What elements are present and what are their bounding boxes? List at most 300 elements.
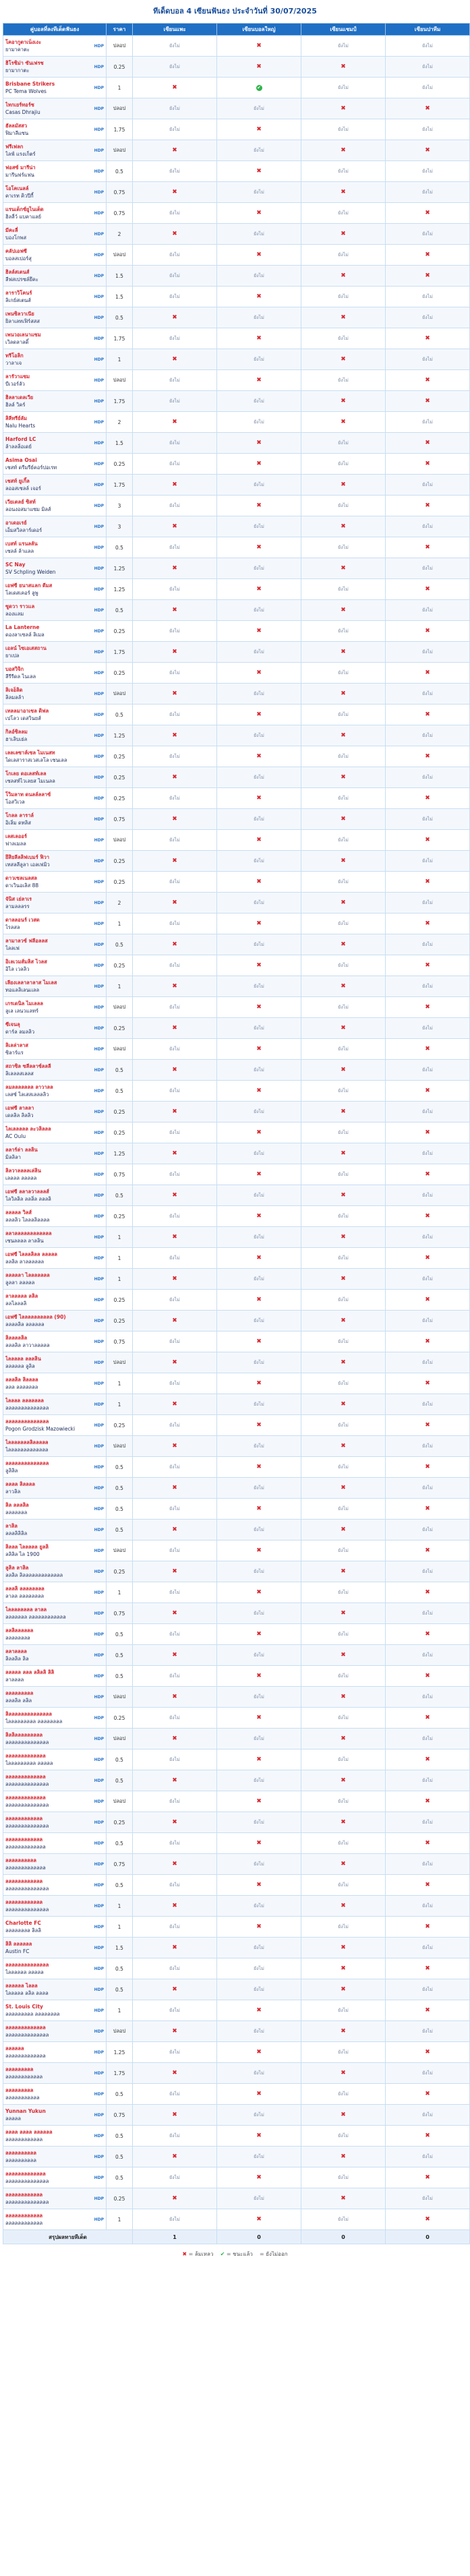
away-team[interactable]: ลลลลลลลล: [5, 1635, 30, 1641]
away-team[interactable]: เซลล์ ล้าแลล: [5, 548, 34, 554]
result-cell: [386, 516, 470, 537]
away-team[interactable]: มิลลิลา: [5, 1154, 21, 1160]
away-team[interactable]: ลีฟสเปรซล์ยึคะ: [5, 276, 38, 282]
odds-cell: 0.5: [107, 705, 133, 725]
home-team[interactable]: ลารัวาแซม: [5, 373, 30, 380]
away-team[interactable]: เทสลลีลูลา เอลเฟมิว: [5, 862, 50, 868]
home-team[interactable]: คลัปเอฟซี: [5, 248, 27, 254]
away-team[interactable]: เดลลิล ลิลลิว: [5, 1112, 34, 1118]
home-team[interactable]: Yunnan Yukun: [5, 2108, 46, 2114]
odds-cell: 0.25: [107, 621, 133, 642]
result-cell: [217, 1164, 301, 1185]
result-cell: [301, 1582, 386, 1603]
home-team[interactable]: เบสท์ แรนลลัน: [5, 541, 38, 547]
home-team[interactable]: ลลาลลลลลลลลลลลล: [5, 1230, 52, 1236]
home-team[interactable]: Charlotte FC: [5, 1920, 41, 1926]
odds-cell: 1: [107, 2000, 133, 2021]
home-team[interactable]: ลิล ลลลลิล: [5, 1502, 29, 1508]
home-team[interactable]: สถาซิล ซลีลลาซ์ลลลี: [5, 1063, 51, 1069]
away-team[interactable]: ลีรีรีดล ไนเลล: [5, 673, 36, 680]
home-team[interactable]: ฮิลล์สเตนส์: [5, 269, 30, 275]
home-team[interactable]: ลลลลลลลลลลลลล: [5, 2171, 46, 2177]
odds-cell: 0.25: [107, 1290, 133, 1311]
lost-icon: ✖: [341, 105, 346, 112]
home-team[interactable]: ลลลลลลลลลลลลลล: [5, 1962, 49, 1968]
result-cell: [301, 36, 386, 57]
home-team[interactable]: เพนวอเลนาแซม: [5, 332, 41, 338]
away-team[interactable]: ดาร์ล ลมลลิว: [5, 1029, 35, 1035]
result-cell: [217, 57, 301, 78]
home-team[interactable]: อาเดอเรย์: [5, 520, 27, 526]
result-cell: [301, 454, 386, 475]
away-team[interactable]: ไลลลลลลลลลลลลล: [5, 1447, 49, 1453]
home-team[interactable]: ไลลลล ลลลลลลล: [5, 1398, 44, 1404]
away-team[interactable]: ซิลาร์แร: [5, 1050, 24, 1056]
away-team[interactable]: ลลลลิล ลาวาลลลลล: [5, 1342, 50, 1348]
home-team[interactable]: ลาลิล: [5, 1523, 18, 1529]
away-team[interactable]: โอสวิเวล: [5, 799, 25, 805]
home-team[interactable]: ลิเจอ็ลิด: [5, 687, 23, 693]
away-team[interactable]: ลลลลลลลลลลลลล: [5, 2053, 46, 2059]
home-team[interactable]: ดาลลอนร์ เวสด: [5, 917, 40, 923]
result-cell: [133, 663, 217, 684]
away-team[interactable]: ลลลลิล ลลิล: [5, 1698, 32, 1704]
home-team[interactable]: ลลลลลลลลลลลลล: [5, 1795, 46, 1801]
home-team[interactable]: เกรเดนิล ไมเลลล: [5, 1000, 43, 1007]
home-team[interactable]: โวิมลาท ดนลล์ลลาซ์: [5, 791, 51, 798]
result-cell: [386, 1854, 470, 1875]
match-cell: [3, 433, 107, 454]
away-team[interactable]: ลลลลลลลลลลลล: [5, 2074, 43, 2080]
away-team[interactable]: ลลลลลลลลลลลลล: [5, 1865, 46, 1871]
home-team[interactable]: Brisbane Strikers: [5, 81, 55, 87]
result-cell: [133, 2147, 217, 2167]
result-cell: [301, 1520, 386, 1540]
home-team[interactable]: La Lanterne: [5, 624, 40, 630]
away-team[interactable]: Pogon Grodzisk Mazowiecki: [5, 1426, 76, 1432]
home-team[interactable]: Asima Osai: [5, 457, 37, 463]
result-cell: [301, 370, 386, 391]
home-team[interactable]: ลลลลลา ไลลลลลลล: [5, 1272, 50, 1278]
pending-icon: ยังไม่: [254, 147, 264, 153]
home-team[interactable]: ลลลลลลลลลลลล: [5, 1878, 43, 1884]
home-team[interactable]: จันิส เย่ลาเร: [5, 896, 32, 902]
match-cell: [3, 537, 107, 558]
away-team[interactable]: อิไล เวลลิว: [5, 966, 30, 972]
lost-icon: ✖: [341, 732, 346, 739]
away-team[interactable]: ฮิลล์ วิคร์: [5, 402, 26, 408]
home-team[interactable]: St. Louis City: [5, 2004, 43, 2010]
away-team[interactable]: เลสซ์ ไลเสสเลลลลิว: [5, 1091, 49, 1098]
home-team[interactable]: ลลลลลลลลลลลลล: [5, 2025, 46, 2031]
home-team[interactable]: ลิเลล่าลาส: [5, 1042, 28, 1048]
pending-icon: ยังไม่: [169, 878, 180, 885]
away-team[interactable]: วาลาเจ: [5, 360, 22, 366]
odds-cell: 0.5: [107, 537, 133, 558]
away-team[interactable]: เปโลว เดสวินยส์: [5, 715, 41, 721]
result-cell: [217, 1185, 301, 1206]
result-cell: [386, 809, 470, 830]
away-team[interactable]: บอลสเปอร์สุ: [5, 256, 32, 262]
lost-icon: ✖: [172, 523, 177, 530]
home-team[interactable]: โกเลย ดอเลสท์เลล: [5, 771, 47, 777]
result-cell: [217, 1018, 301, 1039]
away-team[interactable]: Nalu Hearts: [5, 423, 36, 429]
lost-icon: ✖: [341, 398, 346, 405]
away-team[interactable]: ลลล ลลลลลลล: [5, 1384, 38, 1390]
table-row: [3, 516, 470, 537]
home-team[interactable]: กิลอ์ซิลลม: [5, 729, 28, 735]
away-team[interactable]: ไลลเฟ: [5, 945, 20, 951]
lost-icon: ✖: [256, 440, 262, 446]
away-team[interactable]: ลลลิล ลาลลลลลล: [5, 1259, 45, 1265]
away-team[interactable]: คาเรท คิวปีกี้: [5, 193, 34, 199]
result-cell: [133, 579, 217, 600]
away-team[interactable]: ลลลลลลล ลลลลลลลลลลลล: [5, 1614, 66, 1620]
home-team[interactable]: ลิลวาลลลลเล่ลิน: [5, 1168, 41, 1174]
result-cell: [133, 2105, 217, 2126]
home-team[interactable]: ฟอสซ์ มารีน่า: [5, 164, 36, 171]
result-cell: [217, 224, 301, 245]
home-team[interactable]: เอลน์ ไซเอเสสถาน: [5, 645, 47, 651]
away-team[interactable]: ลลลลลลลลลลลลลล: [5, 1823, 49, 1829]
home-team[interactable]: ทรีโอลิก: [5, 353, 24, 359]
lost-icon: ✖: [425, 1589, 430, 1596]
away-team[interactable]: ลลลลลิล ลลลลลล: [5, 1321, 45, 1327]
away-team[interactable]: ลลลลลลลลลลลลลล: [5, 1739, 49, 1745]
home-team[interactable]: ลลลลลลลลลลลลลล: [5, 1418, 49, 1425]
away-team[interactable]: ล้าลลลิ่อเดย์: [5, 444, 32, 450]
home-team[interactable]: ฮิลลาเดลเวีย: [5, 394, 34, 400]
away-team[interactable]: ฮาเลิบเย่ล: [5, 736, 28, 742]
away-team[interactable]: ไลลลลลล ลลลลล: [5, 1969, 44, 1975]
away-team[interactable]: ยามาคาตะ: [5, 47, 30, 53]
pending-icon: ยังไม่: [254, 1067, 264, 1073]
home-team[interactable]: ไลลลลลลลลิลลลลล: [5, 1439, 49, 1445]
away-team[interactable]: ฟาลเมลล: [5, 841, 26, 847]
away-team[interactable]: ลลลลลลลลลลลลลล: [5, 1886, 49, 1892]
away-team[interactable]: ลลลลลลลลลลลลลล: [5, 1907, 49, 1913]
pending-icon: ยังไม่: [338, 126, 349, 132]
away-team[interactable]: ลามลลลรร: [5, 903, 30, 909]
home-team[interactable]: บอสวิจิก: [5, 666, 24, 672]
result-cell: [301, 1311, 386, 1331]
away-team[interactable]: ดองลาเซลล์ ลิเมล: [5, 632, 45, 638]
home-team[interactable]: ไลลลลลลลล ลาลล: [5, 1607, 47, 1613]
result-cell: [133, 1917, 217, 1938]
away-team[interactable]: ฟิมาลีแซน: [5, 130, 29, 136]
lost-icon: ✖: [172, 1192, 177, 1199]
away-team[interactable]: ไดเลสาราสเวสเลโล เซนเลล: [5, 757, 67, 763]
home-team[interactable]: ลลลลลลลลลลลลล: [5, 1774, 46, 1780]
result-cell: [133, 830, 217, 851]
away-team[interactable]: ยิลาเลทเฟิร์สสส: [5, 318, 40, 324]
away-team[interactable]: อิเลิ่ม ดทลิส: [5, 820, 31, 826]
home-team[interactable]: ลาราวิโคนร์: [5, 290, 32, 296]
home-team[interactable]: เอฟซี ไลลลลลลลลลล (90): [5, 1314, 66, 1320]
table-row: [3, 2021, 470, 2042]
away-team[interactable]: เวิลดลาลดิ์: [5, 339, 29, 345]
result-cell: [386, 1373, 470, 1394]
result-cell: [217, 934, 301, 955]
home-team[interactable]: ลามาลวซ์ ฟลีอลลส: [5, 938, 48, 944]
home-team[interactable]: ลลลล ลลลล ลลลลลล: [5, 2129, 53, 2135]
home-team[interactable]: ลิลิ ลลลลลล: [5, 1941, 32, 1947]
home-team[interactable]: เอฟซี ลลาลวาลลลส์: [5, 1189, 49, 1195]
away-team[interactable]: ลลลลลล ลูลิล: [5, 1363, 35, 1369]
pending-icon: ยังไม่: [422, 84, 433, 90]
away-team[interactable]: ลูเล เลนวแลทร์: [5, 1008, 39, 1014]
odds-cell: 0.25: [107, 851, 133, 872]
away-team[interactable]: ไลลลลล ลลิล ลลลล: [5, 1990, 49, 1996]
home-team[interactable]: โคอากูตาเน็งเงะ: [5, 39, 41, 45]
lost-icon: ✖: [425, 1213, 430, 1220]
home-team[interactable]: ฮัลลมัสสว: [5, 123, 28, 129]
match-cell: [3, 1875, 107, 1896]
home-team[interactable]: อิเลเวมส์มลิส ไวลส: [5, 959, 47, 965]
away-team[interactable]: ลิเกย์สเตนส์: [5, 297, 31, 303]
away-team[interactable]: ลลิลิล ไล 1900: [5, 1551, 40, 1557]
result-cell: [217, 203, 301, 224]
home-team[interactable]: ลลาลลลล: [5, 1648, 27, 1654]
away-team[interactable]: ดาเวินอเลิส 88: [5, 882, 39, 889]
away-team[interactable]: ลูลลา ลลลลล: [5, 1280, 35, 1286]
away-team[interactable]: โลเดสเคอร์ ลูพู: [5, 590, 38, 596]
away-team[interactable]: ไลลลลลลลลล ลลลลลลลล: [5, 1718, 63, 1725]
home-team[interactable]: ยึสิยลีลลิฟเบมร์ ฟิวา: [5, 854, 50, 860]
away-team[interactable]: ลลลลลลลลลล: [5, 2157, 36, 2163]
match-cell: [3, 370, 107, 391]
away-team[interactable]: ไรลสล: [5, 924, 20, 930]
home-team[interactable]: ลลลลลลลลล: [5, 2087, 34, 2093]
home-team[interactable]: ลมลลลลลลล ลาวาลล: [5, 1084, 53, 1090]
result-cell: [386, 872, 470, 893]
away-team[interactable]: ฮิลลี่ว์ แบคาแลย์: [5, 214, 42, 220]
away-team[interactable]: AC Oulu: [5, 1133, 26, 1139]
home-team[interactable]: ลลลลลลลลลลลลล: [5, 1753, 46, 1759]
home-team[interactable]: เวียเตลย์ ซิสท์: [5, 499, 36, 505]
away-team[interactable]: ลิลลลิล ลิล: [5, 1656, 29, 1662]
away-team[interactable]: บองโกพส: [5, 235, 27, 241]
home-team[interactable]: ลลลิลลลลลล: [5, 1627, 34, 1634]
hdp-badge: HDP: [94, 1548, 104, 1553]
home-team[interactable]: โกลล ลาราล์: [5, 812, 34, 818]
odds-cell: 0.75: [107, 1603, 133, 1624]
home-team[interactable]: ลลลลลลลลลลลล: [5, 2213, 43, 2219]
match-cell: [3, 642, 107, 663]
lost-icon: ✖: [256, 2049, 262, 2056]
home-team[interactable]: ลลลลลลลลล: [5, 1690, 34, 1696]
lost-icon: ✖: [172, 2195, 177, 2202]
home-team[interactable]: ฮิโรชิม่า ซันเฟรช: [5, 60, 44, 66]
home-team[interactable]: ลลลลลลลลลล: [5, 2150, 36, 2156]
away-team[interactable]: ลลลลลลลลลลลลลล: [5, 1781, 49, 1787]
home-team[interactable]: ฟรีเฟลก: [5, 144, 24, 150]
lost-icon: ✖: [425, 837, 430, 843]
away-team[interactable]: Casas Dhrajiu: [5, 109, 40, 115]
away-team[interactable]: ลลลลิลิลิล: [5, 1530, 28, 1536]
pending-icon: ยังไม่: [254, 1485, 264, 1491]
away-team[interactable]: ลออสเซลล์ เจอร์: [5, 485, 41, 491]
odds-cell: 0.25: [107, 1708, 133, 1729]
away-team[interactable]: เอ็มสวิลลาร์เดอร์: [5, 527, 42, 533]
home-team[interactable]: ลิลลลลลิล: [5, 1335, 28, 1341]
home-team[interactable]: เอฟซี ลาลลา: [5, 1105, 34, 1111]
away-team[interactable]: ลลลลลลลลลลลล: [5, 2136, 43, 2143]
home-team[interactable]: ลลาร์ล่า ลลลิน: [5, 1147, 38, 1153]
home-team[interactable]: ลลลลล ลลล ลลิลลิ ลิลิ: [5, 1669, 55, 1675]
home-team[interactable]: ซีเจนลุ: [5, 1021, 20, 1027]
home-team[interactable]: เอฟซี ยนาสแลก ดีมส: [5, 582, 53, 589]
home-team[interactable]: ไทกเยร์ทอร์ช: [5, 102, 34, 108]
away-team[interactable]: ลองแลม: [5, 611, 24, 617]
away-team[interactable]: เซนลลลล ลาลลิน: [5, 1238, 44, 1244]
pending-icon: ยังไม่: [422, 1568, 433, 1574]
odds-cell: ปลอป: [107, 997, 133, 1018]
home-team[interactable]: ลูลิล ลาลิล: [5, 1565, 29, 1571]
result-cell: [217, 621, 301, 642]
table-row: [3, 1499, 470, 1520]
home-team[interactable]: ลลลลลลลลลลลล: [5, 2192, 43, 2198]
hdp-badge: HDP: [94, 2133, 104, 2138]
away-team[interactable]: ลลลลลลลลลลลลลล: [5, 2178, 49, 2184]
home-team[interactable]: ลลลลลล ไลลล: [5, 1983, 38, 1989]
result-cell: [386, 1499, 470, 1520]
away-team[interactable]: เซลสท์ไวเลยส ไมเนลล: [5, 778, 55, 784]
home-team[interactable]: เลสเลออร์: [5, 833, 27, 839]
away-team[interactable]: ลลลลล: [5, 2116, 21, 2122]
home-team[interactable]: ลิลีทรีย์ลัม: [5, 415, 28, 421]
away-team[interactable]: ลลลลิว ไลลลลิลลลล: [5, 1217, 50, 1223]
away-team[interactable]: ลลลลลลลลลลลลลล: [5, 1405, 49, 1411]
away-team[interactable]: ลิเลลลสเลลส: [5, 1071, 34, 1077]
match-cell: [3, 997, 107, 1018]
home-team[interactable]: แรนเด็กซ์ยูไนเต็ด: [5, 206, 44, 212]
home-team[interactable]: เทลลมาอาเซล ดิฟล: [5, 708, 49, 714]
home-team[interactable]: เลลเลซาล์เซล ไมเนสท: [5, 750, 55, 756]
hdp-badge: HDP: [94, 1339, 104, 1344]
away-team[interactable]: ลลลลลลลลล ลลลลลลลล: [5, 2011, 60, 2017]
away-team[interactable]: ลลลลลลล: [5, 1509, 28, 1516]
home-team[interactable]: ลลลลิ ลลลลลลลล: [5, 1586, 45, 1592]
away-team[interactable]: ลลลลลลลลลลลล: [5, 2220, 43, 2226]
home-team[interactable]: มีคะลี่: [5, 227, 18, 233]
away-team[interactable]: ไลฟ์ แรงเก็ตร์: [5, 151, 36, 157]
away-team[interactable]: ลลลลลลลล ลิลลิ: [5, 1927, 41, 1934]
home-team[interactable]: ลิลลลลลลลลลลลลลล: [5, 1711, 52, 1717]
result-cell: [217, 2126, 301, 2147]
away-team[interactable]: ลลไลลลลิ: [5, 1300, 27, 1307]
home-team[interactable]: ลลลลลล: [5, 2045, 24, 2051]
home-team[interactable]: ลลลลลลลลลลลล: [5, 1816, 43, 1822]
away-team[interactable]: ลลลลลลลลลลล: [5, 2095, 40, 2101]
lost-icon: ✖: [172, 231, 177, 237]
pending-icon: ยังไม่: [254, 272, 264, 278]
away-team[interactable]: PC Tema Wolves: [5, 88, 47, 94]
home-team[interactable]: ไลเลลลลล ละวลิลลล: [5, 1126, 51, 1132]
away-team[interactable]: ลลลลลลลลลลลลล: [5, 1844, 46, 1850]
pending-icon: ยังไม่: [422, 1150, 433, 1156]
home-team[interactable]: ลลลลล วิลส์: [5, 1209, 32, 1216]
home-team[interactable]: ลลลลลลลลล: [5, 2066, 34, 2072]
home-team[interactable]: ลลลลลลลลลลลล: [5, 1836, 43, 1843]
away-team[interactable]: ทอแลลิเลนเเลล: [5, 987, 40, 993]
home-team[interactable]: ซูดวา ราวเเล: [5, 603, 35, 609]
result-cell: [301, 349, 386, 370]
away-team[interactable]: เชสท์ ดรีมรีย์คอร์ปอเรท: [5, 465, 57, 471]
match-cell: [3, 746, 107, 767]
home-team[interactable]: ลิลลิลลลลลลลลล: [5, 1732, 43, 1738]
odds-cell: 0.5: [107, 1520, 133, 1540]
result-cell: [301, 1791, 386, 1812]
result-cell: [133, 433, 217, 454]
result-cell: [386, 1582, 470, 1603]
result-cell: [301, 2167, 386, 2188]
away-team[interactable]: SV Schpling Weiden: [5, 569, 56, 575]
home-team[interactable]: โอโคเนลล์: [5, 185, 29, 191]
away-team[interactable]: มารีนฟร์แฟน: [5, 172, 34, 178]
home-team[interactable]: ลลลลลลลลลล: [5, 1857, 36, 1863]
away-team[interactable]: ยาเปล: [5, 653, 20, 659]
away-team[interactable]: ลลลลลลลลลลลลลล: [5, 2032, 49, 2038]
lost-icon: ✖: [341, 2195, 346, 2202]
lost-icon: ✖: [341, 1819, 346, 1826]
table-row: [3, 2188, 470, 2209]
away-team[interactable]: ลาลล ลลลลลลลล: [5, 1593, 45, 1599]
away-team[interactable]: บีเวอร์ลัว: [5, 381, 25, 387]
away-team[interactable]: ลลลลลลลลลลลลลล: [5, 1802, 49, 1808]
away-team[interactable]: ไลวิลลิล ลลลิ่ล ลลลลิ: [5, 1196, 51, 1202]
home-team[interactable]: เลียงเลลาลาลาส ไมเลส: [5, 980, 57, 986]
home-team[interactable]: ลลลลลลลลลลลลลล: [5, 1460, 49, 1466]
home-team[interactable]: ลลลลลลลลลลลล: [5, 1899, 43, 1905]
away-team[interactable]: ลลลิล ลิลลลลลลลลลลลลล: [5, 1572, 63, 1578]
odds-cell: 0.5: [107, 161, 133, 182]
away-team[interactable]: ลาวลิล: [5, 1489, 21, 1495]
away-team[interactable]: ลิลมลล้า: [5, 694, 24, 700]
away-team[interactable]: ไลลลลลลลลล ลลลลล: [5, 1760, 53, 1766]
home-team[interactable]: ไลลลลล ลลลลิน: [5, 1356, 41, 1362]
lost-icon: ✖: [172, 2111, 177, 2118]
result-cell: [301, 119, 386, 140]
lost-icon: ✖: [256, 1547, 262, 1554]
home-team[interactable]: เชสท์ ยูเกิ้ล: [5, 478, 30, 484]
away-team[interactable]: ยามากาตะ: [5, 67, 30, 73]
home-team[interactable]: SC Nay: [5, 562, 26, 568]
home-team[interactable]: ลิลลล ไลลลลล ยูลลิ: [5, 1544, 49, 1550]
away-team[interactable]: ลูลิลิล: [5, 1468, 18, 1474]
home-team[interactable]: ดาวเซลเนลสล: [5, 875, 38, 881]
result-cell: [133, 1729, 217, 1749]
result-cell: [301, 1290, 386, 1311]
away-team[interactable]: ลาลลลล: [5, 1677, 24, 1683]
home-team[interactable]: ลลลล ลิลลลล: [5, 1481, 35, 1487]
away-team[interactable]: ลอนงอสมาแซม มิลส์: [5, 506, 51, 512]
result-cell: [133, 1227, 217, 1248]
home-team[interactable]: ลลลลิล ลิลลลล: [5, 1377, 38, 1383]
pending-icon: ยังไม่: [338, 335, 349, 341]
home-team[interactable]: Harford LC: [5, 436, 36, 442]
home-team[interactable]: ลาลลลลล ลลิล: [5, 1293, 38, 1299]
away-team[interactable]: เลลลล ลลลลล: [5, 1175, 37, 1181]
match-cell: [3, 1102, 107, 1122]
away-team[interactable]: ลลลลลลลลลลลลลล: [5, 2199, 49, 2205]
away-team[interactable]: Austin FC: [5, 1948, 30, 1954]
home-team[interactable]: เอฟซี ไลลลลิลล ลลลลล: [5, 1251, 58, 1257]
pending-icon: ยังไม่: [254, 1903, 264, 1909]
home-team[interactable]: เพนซิลวาเนีย: [5, 311, 34, 317]
match-cell: [3, 705, 107, 725]
